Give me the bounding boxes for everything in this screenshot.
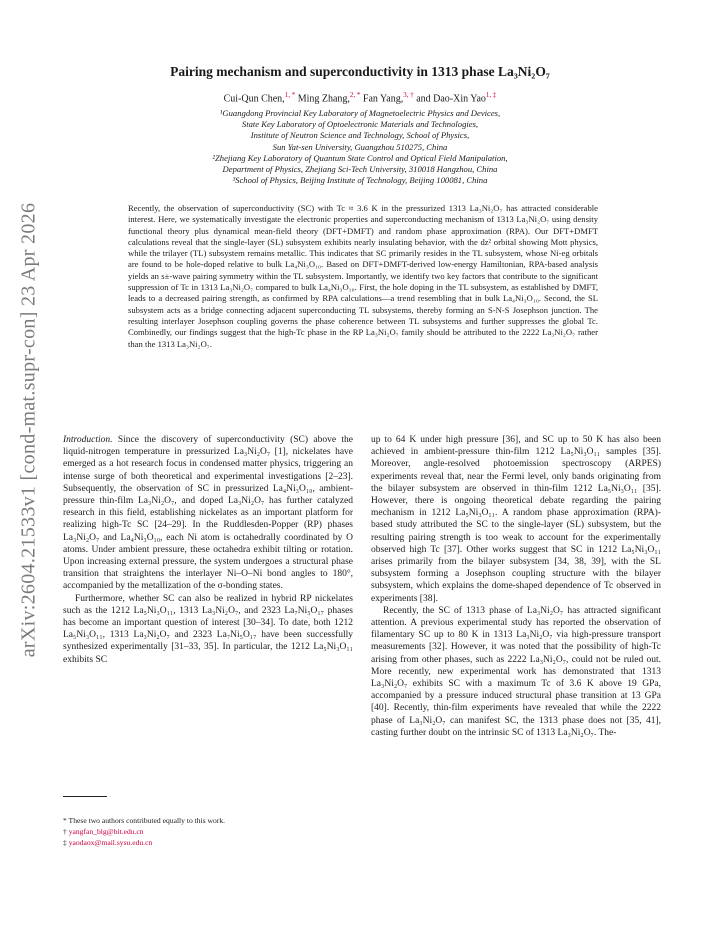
- body-column-left: [63, 434, 353, 666]
- paper-title: Pairing mechanism and superconductivity in 1313 phase La₃Ni₂O₇: [170, 64, 550, 79]
- paragraph: [63, 434, 353, 593]
- author-list: [0, 91, 720, 104]
- author-name: and Dao-Xin Yao: [416, 93, 486, 105]
- footnote-email-yao: [63, 837, 353, 848]
- email-link[interactable]: yangfan_blg@bit.edu.cn: [68, 827, 144, 836]
- section-label: Introduction.: [63, 435, 113, 445]
- author-marks: 3, †: [403, 91, 414, 99]
- footnote-equal-contribution: * These two authors contributed equally to this work.: [63, 816, 226, 825]
- footnote-mark: †: [63, 827, 67, 836]
- affiliation-line: Institute of Neutron Science and Technology, School of Physics,: [250, 130, 470, 141]
- author-name: Ming Zhang,: [297, 93, 350, 105]
- paragraph: Recently, the SC of 1313 phase of La₃Ni₂O₇ has attracted significant attention. A previous experimental study has reported the observation of filamentary SC up to 80 K in 1313 La₃Ni₂O₇ via high-pressure transport measurements [32]. However, it was noted that the possibility of high-Tc arising from other phases, such as 2222 La₃Ni₂O₇, could not be ruled out. More recently, new experimental work has demonstrated that 1313 La₃Ni₂O₇ exhibits SC with a maximum Tc of 3.6 K above 19 GPa, accompanied by a pressure induced structural phase transition at 13 GPa [40]. Recently, thin-film experiments have revealed that while the 2222 phase of La₃Ni₂O₇ can manifest SC, the 1313 phase does not [35, 41], casting further doubt on the intrinsic SC of 1313 La₃Ni₂O₇. The-: [371, 605, 661, 738]
- arxiv-sidebar: [14, 200, 44, 660]
- footnote-divider: [63, 796, 107, 797]
- affiliation-line: Sun Yat-sen University, Guangzhou 510275, China: [272, 141, 448, 152]
- paragraph-text: Since the discovery of superconductivity (SC) above the liquid-nitrogen temperature in pressurized La₃Ni₂O₇ [1], nickelates have emerged as a hot research focus in condensed matter physics, triggering an intense surge of both theoretical and experimental investigations [2–23]. Subsequently, the observation of SC in pressurized La₄Ni₃O₁₀, ambient-pressure thin-film La₃Ni₂O₇, and doped La₃Ni₂O₇ has further catalyzed research in this field, establishing nickelates as an important platform for realizing high-Tc SC [24–29]. In the Ruddlesden-Popper (RP) phases La₃Ni₂O₇ and La₄Ni₃O₁₀, each Ni atom is octahedrally coordinated by O atoms. Under ambient pressure, these octahedra exhibit tilting or rotation. Upon increasing external pressure, the system undergoes a structural phase transition that straightens the interlayer Ni–O–Ni bond angles to 180°, accompanied by the metallization of the σ-bonding states.: [63, 435, 353, 592]
- footnotes: [63, 815, 353, 848]
- footnote-email-yang: [63, 826, 353, 837]
- paragraph: Furthermore, whether SC can also be realized in hybrid RP nickelates such as the 1212 La₅Ni₃O₁₁, 1313 La₃Ni₂O₇, and 2323 La₇Ni₅O₁₇ phases has become an important question of interest [30–34]. To date, both 1212 La₅Ni₃O₁₁, 1313 La₃Ni₂O₇ and 2323 La₇Ni₅O₁₇ have been successfully synthesized experimentally [31–33, 35]. In particular, the 1212 La₅Ni₃O₁₁ exhibits SC: [63, 593, 353, 665]
- affiliations: [0, 108, 720, 186]
- abstract: Recently, the observation of superconductivity (SC) with Tc ≈ 3.6 K in the pressurized 1313 La₃Ni₂O₇ has attracted considerable interest. Here, we systematically investigate the electronic properties and superconducting mechanism of 1313 La₃Ni₂O₇ using density functional theory plus dynamical mean-field theory (DFT+DMFT) and random phase approximation (RPA). Our DFT+DMFT calculations reveal that the single-layer (SL) subsystem exhibits nearly insulating behavior, with the dz² orbital showing Mott physics, while the trilayer (TL) subsystem remains metallic. This indicates that SC primarily resides in the TL subsystem, whose Ni-eg orbitals are found to be hole-doped relative to bulk La₄Ni₃O₁₀. Based on DFT+DMFT-derived low-energy Hamiltonian, RPA-based analysis yields an s±-wave pairing symmetry within the TL subsystem. Importantly, we identify two key factors that contribute to the significant suppression of Tc in 1313 La₃Ni₂O₇ compared to bulk La₄Ni₃O₁₀. First, the hole doping in the TL subsystem, as established by DMFT, leads to a decreased pairing strength, as confirmed by RPA calculations—a trend resembling that in bulk La₄Ni₃O₁₀. Second, the SL subsystem acts as a bridge connecting adjacent superconducting TL subsystems, thereby forming an S-N-S Josephson junction. The resulting interlayer Josephson coupling governs the phase coherence between TL subsystems and further suppresses the global Tc. Combinedly, our findings suggest that the high-Tc phase in the RP La₃Ni₂O₇ family should be attributed to the 2222 La₃Ni₂O₇ rather than the 1313 La₃Ni₂O₇.: [128, 203, 598, 349]
- arxiv-identifier: arXiv:2604.21533v1 [cond-mat.supr-con] 23 Apr 2026: [17, 202, 40, 658]
- author-name: Fan Yang,: [362, 93, 404, 105]
- affiliation-line: ¹Guangdong Provincial Key Laboratory of Magnetoelectric Physics and Devices,: [219, 108, 501, 118]
- affiliation-line: State Key Laboratory of Optoelectronic Materials and Technologies,: [241, 119, 479, 130]
- affiliation-line: ²Zhejiang Key Laboratory of Quantum State Control and Optical Field Manipulation,: [212, 152, 508, 163]
- affiliation-line: ³School of Physics, Beijing Institute of Technology, Beijing 100081, China: [232, 175, 488, 186]
- author-marks: 2, *: [349, 91, 361, 99]
- footnote-mark: ‡: [63, 838, 67, 847]
- author-marks: 1, ‡: [485, 91, 497, 99]
- affiliation-line: Department of Physics, Zhejiang Sci-Tech University, 310018 Hangzhou, China: [222, 164, 498, 175]
- body-column-right: [371, 434, 661, 739]
- email-link[interactable]: yaodaox@mail.sysu.edu.cn: [68, 838, 153, 847]
- author-marks: 1, *: [284, 91, 296, 99]
- author-name: Cui-Qun Chen,: [223, 93, 285, 105]
- paragraph: up to 64 K under high pressure [36], and SC up to 50 K has also been achieved in ambient-pressure thin-film 1212 La₅Ni₃O₁₁ samples [35]. Moreover, angle-resolved photoemission spectroscopy (ARPES) experiments reveal that, near the Fermi level, only bands originating from the bilayer subsystem are observed in thin-film 1212 La₅Ni₃O₁₁ [35]. However, there is ongoing theoretical debate regarding the pairing mechanism in 1212 La₅Ni₃O₁₁. A random phase approximation (RPA)-based study attributed the SC to the single-layer (SL) subsystem, but the resulting pairing strength is too weak to account for the experimentally observed high Tc [37]. Other works suggest that SC in 1212 La₅Ni₃O₁₁ arises primarily from the bilayer subsystem [34, 38, 39], with the SL subsystem forming a Josephson coupling structure with the bilayer subsystem, which explains the dome-shaped dependence of Tc observed in experiments [38].: [371, 435, 661, 604]
